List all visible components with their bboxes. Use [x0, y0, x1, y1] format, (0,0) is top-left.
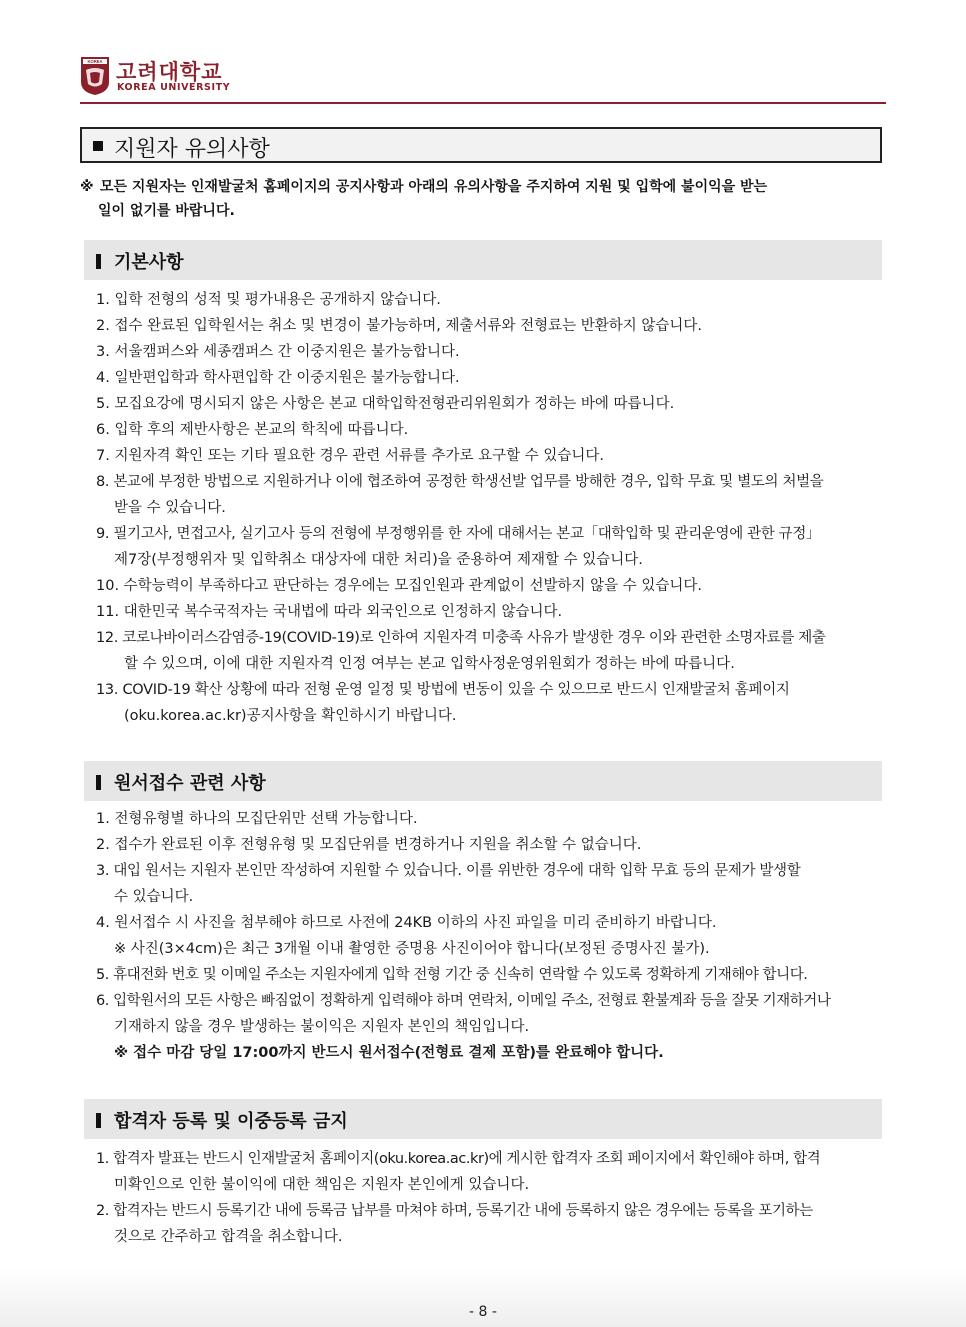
list-item: 8. 본교에 부정한 방법으로 지원하거나 이에 협조하여 공정한 학생선발 업무를 방해한 경우, 입학 무효 및 별도의 처벌을 — [96, 474, 824, 490]
list-item-continuation: 미확인으로 인한 불이익에 대한 책임은 지원자 본인에게 있습니다. — [114, 1177, 530, 1193]
list-item: 5. 휴대전화 번호 및 이메일 주소는 지원자에게 입학 전형 기간 중 신속히 연락할 수 있도록 정확하게 기재해야 합니다. — [96, 967, 808, 983]
notice-line-1: 모든 지원자는 인재발굴처 홈페이지의 공지사항과 아래의 유의사항을 주지하여 지원 및 입학에 불이익을 받는 — [100, 179, 768, 195]
list-item-deadline-note: ※ 접수 마감 당일 17:00까지 반드시 원서접수(전형료 결제 포함)를 완료해야 합니다. — [114, 1045, 664, 1061]
list-item-continuation: 할 수 있으며, 이에 대한 지원자격 인정 여부는 본교 입학사정운영위원회가 정하는 바에 따릅니다. — [124, 656, 735, 672]
list-item: 6. 입학 후의 제반사항은 본교의 학칙에 따릅니다. — [96, 422, 409, 438]
list-item: 7. 지원자격 확인 또는 기타 필요한 경우 관련 서류를 추가로 요구할 수 있습니다. — [96, 448, 604, 464]
notice-text — [80, 174, 886, 222]
list-item: 1. 전형유형별 하나의 모집단위만 선택 가능합니다. — [96, 811, 418, 827]
list-item: 9. 필기고사, 면접고사, 실기고사 등의 전형에 부정행위를 한 자에 대해서는 본교「대학입학 및 관리운영에 관한 규정」 — [96, 526, 821, 542]
list-item-continuation: (oku.korea.ac.kr)공지사항을 확인하시기 바랍니다. — [124, 708, 457, 724]
reference-mark-icon: ※ — [80, 179, 94, 195]
basic-list — [96, 287, 886, 729]
logo-english-name: KOREA UNIVERSITY — [117, 82, 231, 93]
list-item: 2. 합격자는 반드시 등록기간 내에 등록금 납부를 마쳐야 하며, 등록기간 내에 등록하지 않은 경우에는 등록을 포기하는 — [96, 1203, 813, 1219]
list-item: 6. 입학원서의 모든 사항은 빠짐없이 정확하게 입력해야 하며 연락처, 이메일 주소, 전형료 환불계좌 등을 잘못 기재하거나 — [96, 993, 831, 1009]
university-crest-icon — [80, 56, 110, 96]
logo-korean-name: 고려대학교 — [116, 60, 223, 84]
section-header-application — [84, 761, 882, 801]
section-bar-icon — [96, 1113, 101, 1128]
list-item: 3. 서울캠퍼스와 세종캠퍼스 간 이중지원은 불가능합니다. — [96, 344, 460, 360]
list-item: 5. 모집요강에 명시되지 않은 사항은 본교 대학입학전형관리위원회가 정하는 바에 따릅니다. — [96, 396, 675, 412]
section-header-basic — [84, 240, 882, 280]
list-item: 2. 접수가 완료된 이후 전형유형 및 모집단위를 변경하거나 지원을 취소할 수 없습니다. — [96, 837, 642, 853]
list-item: 13. COVID-19 확산 상황에 따라 전형 운영 일정 및 방법에 변동이 있을 수 있으므로 반드시 인재발굴처 홈페이지 — [96, 682, 790, 698]
list-item: 3. 대입 원서는 지원자 본인만 작성하여 지원할 수 있습니다. 이를 위반한 경우에 대학 입학 무효 등의 문제가 발생할 — [96, 863, 801, 879]
section-header-registration — [84, 1099, 882, 1139]
notice-line-2: 일이 없기를 바랍니다. — [98, 203, 235, 219]
crest-text: KOREA — [87, 59, 103, 65]
registration-list — [96, 1146, 886, 1250]
page-number: - 8 - — [469, 1304, 497, 1320]
list-item-continuation: 수 있습니다. — [114, 889, 194, 905]
list-item: 1. 합격자 발표는 반드시 인재발굴처 홈페이지(oku.korea.ac.kr)에 게시한 합격자 조회 페이지에서 확인해야 하며, 합격 — [96, 1151, 821, 1167]
list-item: 11. 대한민국 복수국적자는 국내법에 따라 외국인으로 인정하지 않습니다. — [96, 604, 563, 620]
list-item-note: ※ 사진(3×4cm)은 최근 3개월 이내 촬영한 증명용 사진이어야 합니다(보정된 증명사진 불가). — [114, 941, 710, 957]
list-item-continuation: 것으로 간주하고 합격을 취소합니다. — [114, 1229, 343, 1245]
section-title: 원서접수 관련 사항 — [114, 773, 266, 794]
list-item-continuation: 기재하지 않을 경우 발생하는 불이익은 지원자 본인의 책임입니다. — [114, 1019, 530, 1035]
application-list — [96, 806, 886, 1066]
list-item: 4. 원서접수 시 사진을 첨부해야 하므로 사전에 24KB 이하의 사진 파일을 미리 준비하기 바랍니다. — [96, 915, 717, 931]
section-title: 기본사항 — [114, 252, 184, 273]
page-header — [80, 56, 886, 104]
list-item-continuation: 받을 수 있습니다. — [114, 500, 226, 516]
list-item: 4. 일반편입학과 학사편입학 간 이중지원은 불가능합니다. — [96, 370, 460, 386]
section-bar-icon — [96, 254, 101, 269]
section-title: 합격자 등록 및 이중등록 금지 — [114, 1111, 348, 1132]
list-item: 2. 접수 완료된 입학원서는 취소 및 변경이 불가능하며, 제출서류와 전형료는 반환하지 않습니다. — [96, 318, 703, 334]
section-bar-icon — [96, 775, 101, 790]
list-item: 12. 코로나바이러스감염증-19(COVID-19)로 인하여 지원자격 미충족 사유가 발생한 경우 이와 관련한 소명자료를 제출 — [96, 630, 826, 646]
list-item: 1. 입학 전형의 성적 및 평가내용은 공개하지 않습니다. — [96, 292, 441, 308]
list-item-continuation: 제7장(부정행위자 및 입학취소 대상자에 대한 처리)을 준용하여 제재할 수 있습니다. — [114, 552, 643, 568]
page-title-box — [80, 127, 882, 163]
page-title: 지원자 유의사항 — [114, 137, 270, 162]
list-item: 10. 수학능력이 부족하다고 판단하는 경우에는 모집인원과 관계없이 선발하지 않을 수 있습니다. — [96, 578, 703, 594]
square-bullet-icon — [93, 141, 103, 151]
